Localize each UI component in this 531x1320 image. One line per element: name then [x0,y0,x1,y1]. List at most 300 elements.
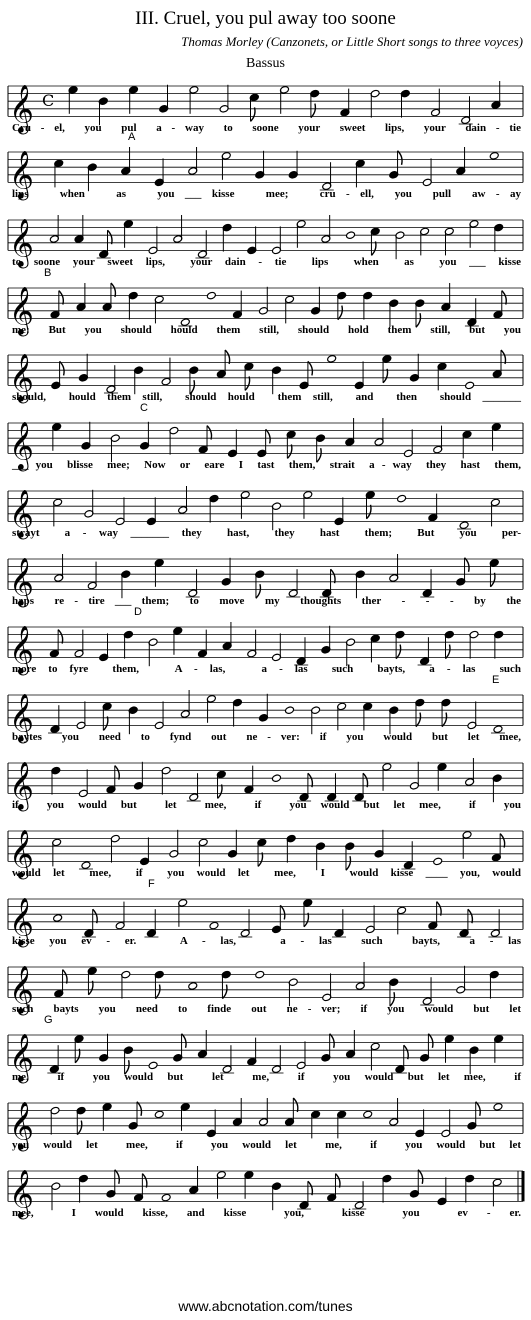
voice-name: Bassus [246,56,285,71]
note [87,562,97,590]
note [311,706,321,734]
lyric-line: me, if you would but let me, if you would but let mee, if [12,1071,521,1083]
note [121,147,131,175]
note [409,354,419,382]
tune-title: III. Cruel, you pul away too soone [135,8,396,29]
note [206,695,216,723]
staff-system [0,74,531,140]
note [389,554,399,582]
note [221,970,231,998]
note [467,701,477,729]
note [465,298,479,326]
note [47,1045,61,1073]
note [154,701,164,729]
note [321,215,331,243]
note [297,1181,312,1209]
note [123,220,133,248]
note [209,921,219,930]
staff-system [0,208,531,274]
note [121,570,131,598]
note [363,291,373,319]
note [420,569,434,597]
note [68,86,78,114]
note [409,762,419,790]
note [491,423,501,451]
note [433,857,443,866]
staff-system [0,674,531,749]
note [469,220,479,248]
note [188,147,198,175]
note [456,966,466,994]
staff-system [0,606,531,681]
note [465,381,475,390]
lyric-line: haps re - tire ___ them; to move my thoughts ther - - - by the [12,595,521,607]
note [102,1103,112,1131]
note [437,763,447,791]
note [222,622,232,650]
note [180,690,190,718]
treble-clef-icon: 𝄞 [9,828,34,878]
note [244,1171,254,1199]
note [78,354,88,382]
note [154,970,164,998]
note [148,1061,158,1070]
note [320,162,334,190]
note [355,570,365,598]
note [140,837,150,865]
treble-clef-icon: 𝄞 [9,896,34,946]
note [186,569,200,597]
rehearsal-mark: F [148,878,155,890]
note [288,151,298,179]
note [354,361,364,389]
note [296,220,306,248]
note [315,842,325,870]
note [197,630,207,658]
note [272,1182,282,1210]
note [148,226,158,254]
note [134,366,144,394]
note [465,1174,475,1202]
note [189,366,199,394]
note [102,283,115,311]
note [173,215,183,243]
note [272,226,282,254]
note [285,706,295,715]
staff-system [0,878,531,953]
note [198,838,208,866]
note [469,630,479,658]
note [340,89,350,117]
note [257,838,267,866]
lyric-line: Cru - el, you pul a - way to soone your sweet lips, your dain - tie [12,122,521,134]
lyric-line: strayt a - way _______ they hast, they hast them; But you per- [12,527,521,539]
note [173,627,183,655]
note [178,899,188,927]
note [53,914,63,923]
note [491,834,504,862]
note [198,426,211,454]
note [247,226,257,254]
note [428,902,441,930]
staff-system [0,819,531,885]
note [285,1098,298,1126]
lyric-line: if you would but let mee, if you would but let mee, if you [12,799,521,811]
note [247,630,257,658]
note [370,89,380,117]
note [48,705,62,733]
note [206,291,216,300]
lyric-line: such bayts you need to finde out ne - ver; if you would but let [12,1003,521,1015]
note [462,831,472,859]
treble-clef-icon: 𝄞 [9,556,34,606]
note [74,215,84,243]
note [129,86,139,114]
note [489,970,499,998]
note [76,1106,86,1134]
note [216,1171,226,1199]
note [110,434,120,462]
note [87,967,97,995]
note [346,1030,356,1058]
treble-clef-icon: 𝄞 [9,760,34,810]
note [123,1046,133,1074]
note [146,497,156,525]
note [247,1038,257,1066]
treble-clef-icon: 𝄞 [9,624,34,674]
treble-clef-icon: 𝄞 [9,488,34,538]
note [395,231,405,259]
note [154,295,164,323]
note [345,418,355,446]
note [493,1103,503,1112]
note [469,1046,479,1074]
note [188,982,198,991]
note [51,1182,61,1210]
note [115,497,125,525]
note [219,85,229,113]
note [489,559,499,587]
staff-system [0,1091,531,1157]
note [232,698,242,726]
note [489,152,499,161]
note [327,1174,340,1202]
treble-clef-icon: 𝄞 [9,964,34,1014]
note [365,905,375,933]
treble-clef-icon: 𝄞 [9,83,34,133]
staff-system [0,955,531,1021]
note [52,838,62,866]
note [220,1045,234,1073]
note [169,426,179,454]
note [169,830,179,858]
note [415,1109,425,1137]
note [189,1166,199,1194]
note [370,634,380,662]
note [296,1041,306,1069]
note [84,490,94,518]
note [106,766,119,794]
note [382,1174,392,1202]
note [370,227,380,255]
note [221,558,231,586]
note [286,430,296,458]
note [441,1109,451,1137]
note [320,569,335,597]
note [99,633,109,661]
note [297,773,312,801]
note [221,152,231,180]
lyric-line: should, hould them still, should hould them still, and then should _______ [12,391,521,403]
note [422,158,432,186]
note [286,834,296,862]
note [285,295,295,323]
rehearsal-mark: C [140,402,148,414]
note [78,769,88,797]
note [444,630,454,658]
note [382,763,392,791]
note [244,766,254,794]
note [397,906,407,934]
note [54,970,67,998]
rehearsal-mark: A [128,131,136,143]
note [102,702,112,730]
note [54,159,64,187]
note [286,569,300,597]
lyric-line: to soone your sweet lips, your dain - tie lips when as you ___ kisse [12,256,521,268]
note [244,362,254,390]
note [400,89,410,117]
note [374,418,384,446]
note [488,909,502,937]
note [53,498,63,526]
note [441,698,451,726]
note [325,773,339,801]
note [382,355,392,383]
note [337,291,347,319]
note [249,93,259,121]
note [228,830,238,858]
staff-system [0,1014,531,1089]
note [195,230,209,258]
rehearsal-mark: D [134,606,142,618]
staff-system [0,751,531,817]
note [52,423,62,451]
note [365,491,375,519]
note [161,1193,171,1202]
note [128,291,138,319]
note [81,422,91,450]
note [74,1035,84,1063]
note [228,429,238,457]
note [337,702,347,730]
note [352,1181,366,1209]
note [272,633,282,661]
note [395,630,405,658]
note [128,706,138,734]
note [161,358,171,386]
note [180,1103,190,1131]
note [74,630,84,658]
note [457,909,472,937]
note [346,231,356,240]
treble-clef-icon: 𝄞 [9,149,34,199]
note [415,698,425,726]
note [272,502,282,530]
note [134,1174,147,1202]
note [403,429,413,457]
staff-system [0,1159,531,1225]
note [462,430,472,458]
note [148,638,158,666]
staff-system [0,343,531,409]
note [363,702,373,730]
note [345,842,355,870]
note [50,291,63,319]
note [78,1174,88,1202]
note [346,638,356,666]
note [280,86,290,114]
lyric-line: lips when as you ___ kisse mee; cru - ell, you pull aw - ay [12,188,521,200]
note [370,1042,380,1070]
note [144,909,158,937]
note [76,283,86,311]
note [216,350,229,378]
note [491,81,501,109]
note [154,559,164,587]
note [465,758,475,786]
note [50,1106,60,1134]
lyric-line: ___ you blisse mee; Now or eare I tast them, strait a - way they hast them, [12,459,521,471]
note [493,291,506,319]
note [393,1045,408,1073]
note [140,422,150,450]
note [415,299,425,327]
treble-clef-icon: 𝄞 [9,420,34,470]
treble-clef-icon: 𝄞 [9,692,34,742]
note [389,978,399,1006]
note [178,486,188,514]
note [494,1035,504,1063]
note [258,287,268,315]
note [401,841,415,869]
note [428,494,438,522]
note [321,626,331,654]
note [418,637,432,665]
note [222,223,232,251]
note [154,158,164,186]
lyric-line: mee, I would kisse, and kisse you, kisse you ev - er. [12,1207,521,1219]
note [327,355,337,364]
note [232,1098,242,1126]
note [240,491,250,519]
note [492,1178,502,1206]
staff-system [0,267,531,342]
note [134,762,144,790]
note [437,1177,447,1205]
note [420,977,434,1005]
treble-clef-icon: 𝄞 [9,1168,34,1218]
note [315,434,325,462]
note [322,973,332,1001]
lyric-line: me: But you should hould them still, should hold them still, but you [12,324,521,336]
staff-system [0,547,531,613]
lyric-line: you would let mee, if you would let me, if you would but let [12,1139,521,1151]
note [54,554,64,582]
note [374,830,384,858]
note [97,230,112,258]
note [490,498,500,526]
staff-system [0,131,531,206]
lyric-line: kisse you ev - er. A - las, a - las such bayts, a - las [12,935,521,947]
note [49,630,62,658]
footer-url: www.abcnotation.com/tunes [178,1298,353,1314]
note [232,291,242,319]
note [397,494,407,503]
treble-clef-icon: 𝄞 [9,1100,34,1150]
note [255,970,265,979]
note [355,962,365,990]
note [51,766,61,794]
note [437,362,447,390]
lyric-line: baytes you need to fynd out ne - ver: if you would but let mee, [12,731,521,743]
note [270,1045,284,1073]
note [303,491,313,519]
note [255,570,265,598]
note [272,774,282,783]
treble-clef-icon: 𝄞 [9,1032,34,1082]
note [311,287,321,315]
rehearsal-mark: E [492,674,500,686]
note [337,1110,347,1138]
note [121,970,131,998]
note [209,494,219,522]
note [110,834,120,862]
note [187,773,201,801]
note [303,899,313,927]
note [441,283,451,311]
note [161,766,171,794]
note [294,637,308,665]
time-signature-icon: C [42,90,55,110]
rehearsal-mark: B [44,267,52,279]
note [431,89,441,117]
note [288,978,298,1006]
note [189,86,199,114]
treble-clef-icon: 𝄞 [9,285,34,335]
note [311,1110,321,1138]
note [99,1034,109,1062]
note [433,426,443,454]
note [492,350,505,378]
note [363,1110,373,1119]
note [49,215,59,243]
note [98,97,108,125]
composer-credit: Thomas Morley (Canzonets, or Little Short songs to three voyces) [181,34,523,49]
note [494,630,504,658]
note [154,1110,164,1119]
note [115,902,125,930]
note [238,909,252,937]
note [159,85,169,113]
note [258,1098,268,1126]
note [456,147,466,175]
note [76,701,86,729]
note [87,163,97,191]
note [355,159,365,187]
staff-system [0,479,531,545]
treble-clef-icon: 𝄞 [9,352,34,402]
